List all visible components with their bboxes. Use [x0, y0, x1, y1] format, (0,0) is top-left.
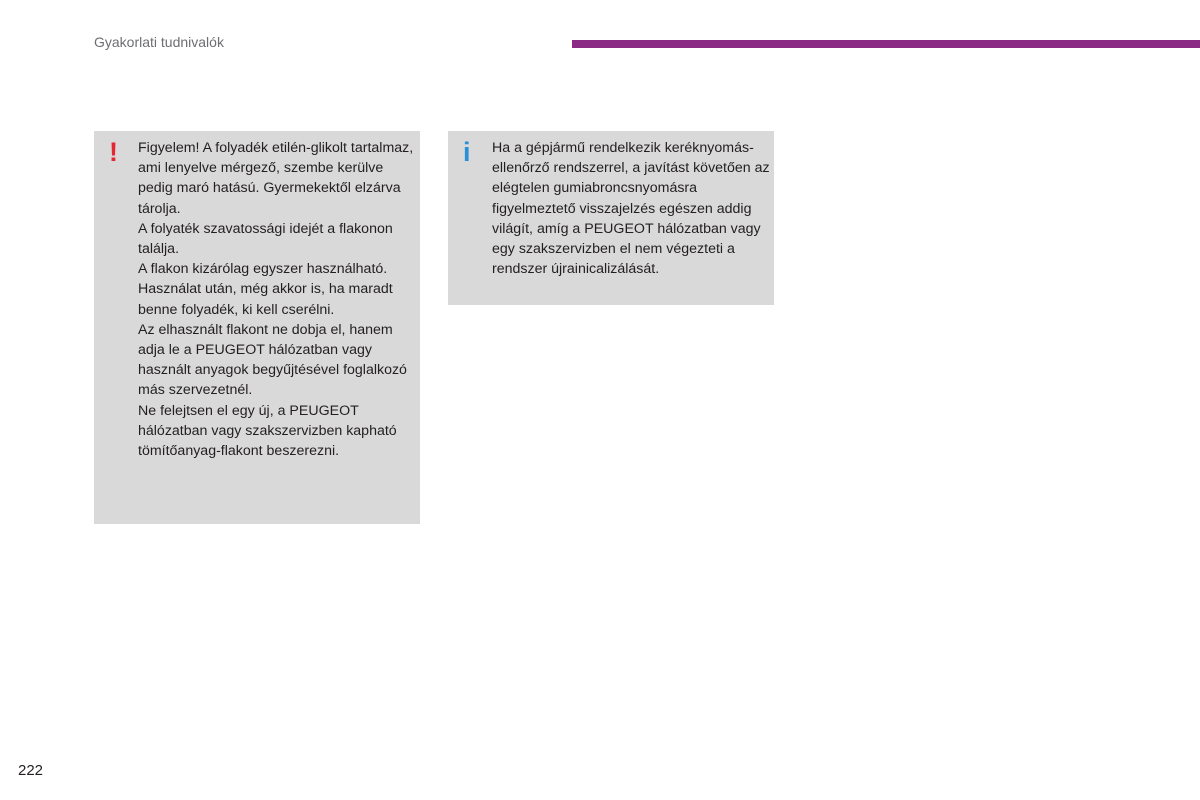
- section-title: Gyakorlati tudnivalók: [94, 34, 224, 50]
- warning-paragraph: Ne felejtsen el egy új, a PEUGEOT hálózatban vagy szakszervizben kapható tömítőanyag-flakont beszerezni.: [138, 402, 397, 460]
- warning-paragraph: Figyelem! A folyadék etilén-glikolt tartalmaz, ami lenyelve mérgező, szembe kerülve pedig maró hatású. Gyermekektől elzárva tárolja.: [138, 140, 414, 217]
- warning-text: [138, 138, 418, 461]
- header-accent-bar: [572, 40, 1200, 48]
- info-text: [492, 138, 772, 279]
- info-icon: i: [463, 137, 471, 167]
- warning-paragraph: A folyaték szavatossági idejét a flakonon találja.: [138, 220, 393, 258]
- page-number: 222: [18, 762, 44, 779]
- warning-paragraph: A flakon kizárólag egyszer használható. Használat után, még akkor is, ha maradt benne folyadék, ki kell cserélni.: [138, 261, 393, 318]
- warning-paragraph: Az elhasznált flakont ne dobja el, hanem adja le a PEUGEOT hálózatban vagy használt anyagok begyűjtésével foglalkozó más szervezetnél.: [138, 321, 407, 399]
- info-box: [448, 131, 774, 305]
- warning-box: [94, 131, 420, 524]
- exclamation-icon: !: [109, 137, 118, 167]
- info-paragraph: Ha a gépjármű rendelkezik keréknyomás-ellenőrző rendszerrel, a javítást követően az elégtelen gumiabroncsnyomásra figyelmeztető visszajelzés egészen addig világít, amíg a PEUGEOT hálózatban vagy egy szakszervizben el nem végezteti a rendszer újrainicalizálását.: [492, 140, 770, 278]
